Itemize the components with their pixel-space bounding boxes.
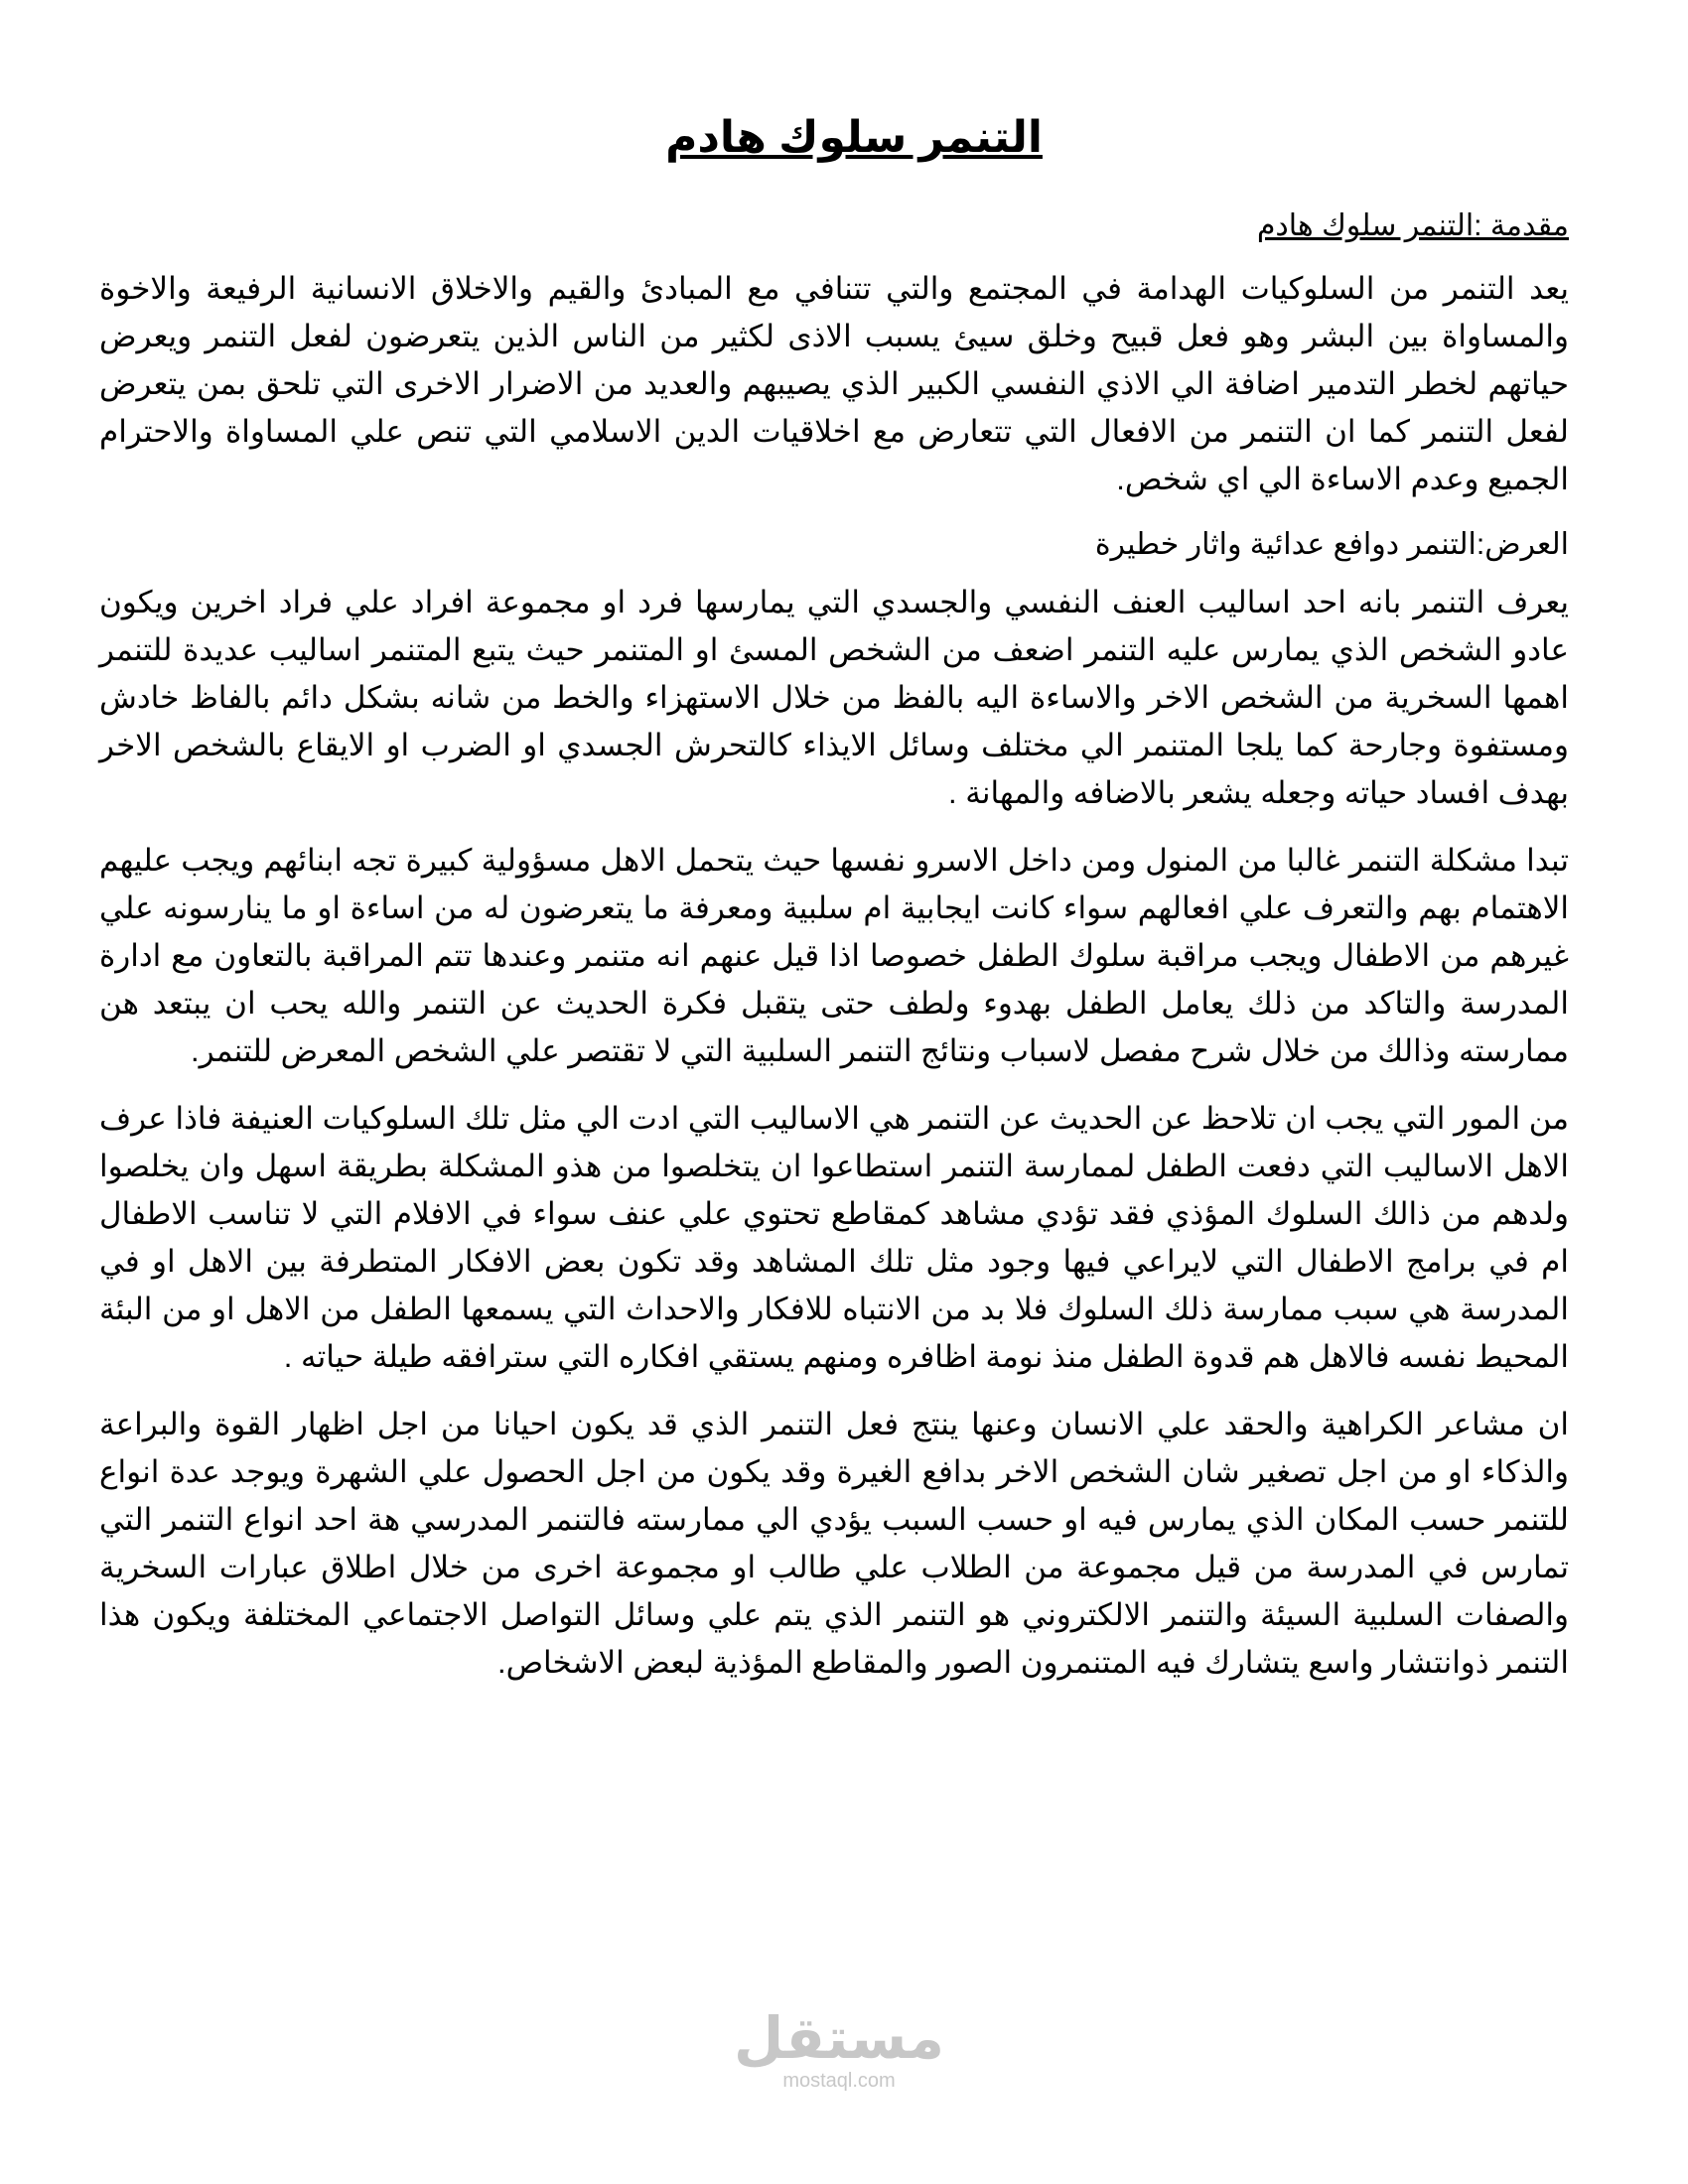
body-paragraph-4: ان مشاعر الكراهية والحقد علي الانسان وعنها ينتج فعل التنمر الذي قد يكون احيانا من اجل اظهار القوة والبراعة والذكاء او من اجل تصغير شان الشخص الاخر بدافع الغيرة وقد يكون من اجل الحصول علي الشهرة ويوجد عدة انواع للتنمر حسب المكان الذي يمارس فيه او حسب السبب يؤدي الي ممارسته فالتنمر المدرسي هة احد انواع التنمر التي تمارس في المدرسة من قيل مجموعة من الطلاب علي طالب او مجموعة اخرى من خلال اطلاق عبارات السخرية والصفات السلبية السيئة والتنمر الالكتروني هو التنمر الذي يتم علي وسائل التواصل الاجتماعي المختلفة ويكون هذا التنمر ذوانتشار واسع يتشارك فيه المتنمرون الصور والمقاطع المؤذية لبعض الاشخاص. (99, 1406, 1569, 1680)
body-paragraph-3: من المور التي يجب ان تلاحظ عن الحديث عن التنمر هي الاساليب التي ادت الي مثل تلك السلوكيات العنيفة فاذا عرف الاهل الاساليب التي دفعت الطفل لممارسة التنمر استطاعوا ان يتخلصوا من هذو المشكلة بطريقة اسهل وان يخلصوا ولدهم من ذالك السلوك المؤذي فقد تؤدي مشاهد كمقاطع تحتوي علي عنف سواء في الافلام التي لا تناسب الاطفال ام في برامج الاطفال التي لايراعي فيها وجود مثل تلك المشاهد وقد تكون بعض الافكار المتطرفة بين الاهل او في المدرسة هي سبب ممارسة ذلك السلوك فلا بد من الانتباه للافكار والاحداث التي يسمعها الطفل من الاهل او من البئة المحيط نفسه فالاهل هم قدوة الطفل منذ نومة اظافره ومنهم يستقي افكاره التي سترافقه طيلة حياته . (99, 1100, 1569, 1374)
watermark-logo: مستقل (733, 2006, 945, 2071)
watermark-url: mostaql.com (782, 2070, 896, 2092)
intro-paragraph: يعد التنمر من السلوكيات الهدامة في المجتمع والتي تتنافي مع المبادئ والقيم والاخلاق الانسانية الرفيعة والاخوة والمساواة بين البشر وهو فعل قبيح وخلق سيئ يسبب الاذى لكثير من الناس الذين يتعرضون لفعل التنمر ويعرض حياتهم لخطر التدمير اضافة الي الاذي النفسي الكبير الذي يصيبهم والعديد من الاضرار الاخرى التي تلحق بمن يتعرض لفعل التنمر كما ان التنمر من الافعال التي تتعارض مع اخلاقيات الدين الاسلامي التي تنص علي المساواة والاحترام الجميع وعدم الاساءة الي اي شخص. (99, 271, 1570, 497)
body-paragraph-1: يعرف التنمر بانه احد اساليب العنف النفسي والجسدي التي يمارسها فرد او مجموعة افراد علي فراد اخرين ويكون عادو الشخص الذي يمارس عليه التنمر اضعف من الشخص المسئ او المتنمر حيث يتبع المتنمر اساليب عديدة للتنمر اهمها السخرية من الشخص الاخر والاساءة اليه بالفظ من خلال الاستهزاء والخط من شانه بشكل دائم بالفاظ خادش ومستفوة وجارحة كما يلجا المتنمر الي مختلف وسائل الايذاء كالتحرش الجسدي او الضرب او الايقاع بالشخص الاخر بهدف افساد حياته وجعله يشعر بالاضافه والمهانة . (99, 584, 1569, 810)
document-page (99, 99, 1609, 1706)
intro-heading: مقدمة :التنمر سلوك هادم (1256, 209, 1569, 243)
section-heading: العرض:التنمر دوافع عدائية واثار خطيرة (1094, 528, 1569, 562)
mostaql-watermark (715, 2006, 963, 2093)
document-title: التنمر سلوك هادم (665, 113, 1043, 162)
body-paragraph-2: تبدا مشكلة التنمر غالبا من المنول ومن داخل الاسرو نفسها حيث يتحمل الاهل مسؤولية كبيرة تجه ابنائهم ويجب عليهم الاهتمام بهم والتعرف علي افعالهم سواء كانت ايجابية ام سلبية ومعرفة ما يتعرضون له من اساءة او ما ينارسونه علي غيرهم من الاطفال ويجب مراقبة سلوك الطفل خصوصا اذا قيل عنهم انه متنمر وعندها تتم المراقبة بالتعاون مع ادارة المدرسة والتاكد من ذلك يعامل الطفل بهدوء ولطف حتى يتقبل فكرة الحديث عن التنمر والله يحب ان يبتعد هن ممارسته وذالك من خلال شرح مفصل لاسباب ونتائج التنمر السلبية التي لا تقتصر علي الشخص المعرض للتنمر. (99, 842, 1570, 1068)
